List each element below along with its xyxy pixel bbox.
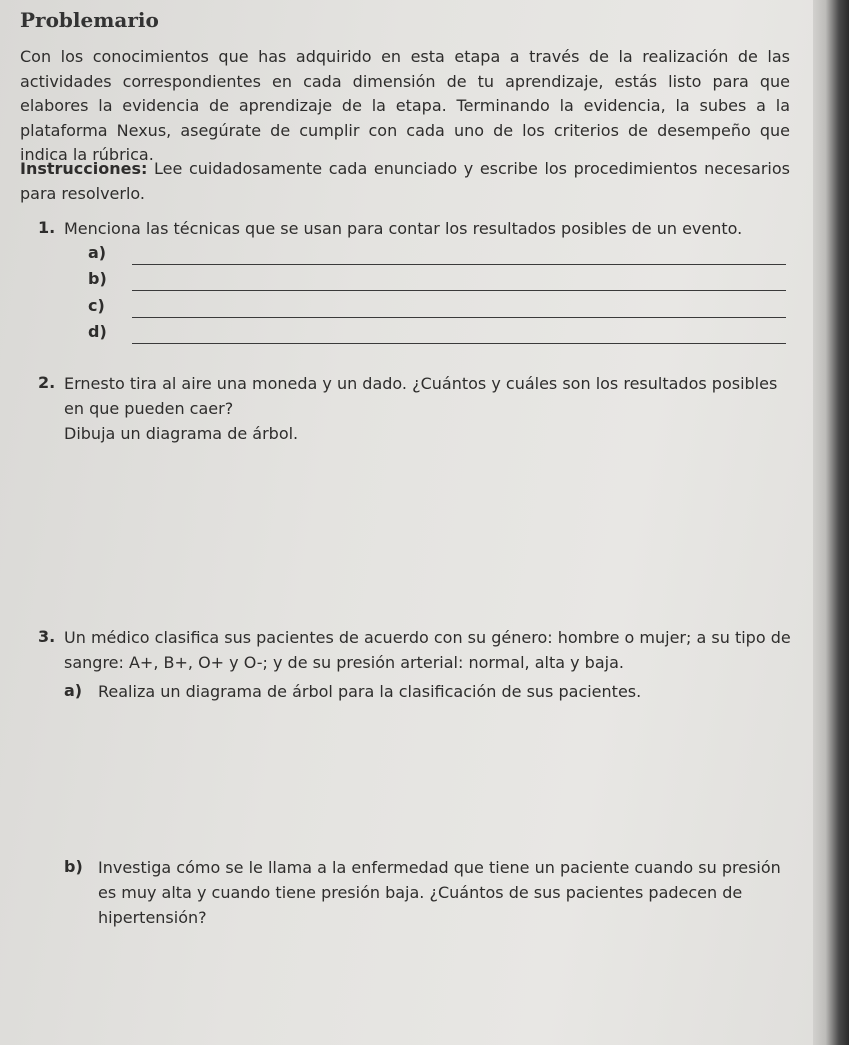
question-1-number: 1. bbox=[38, 218, 56, 237]
answer-label-b: b) bbox=[88, 269, 107, 288]
question-3b-answer-area[interactable] bbox=[98, 940, 788, 1030]
question-2-number: 2. bbox=[38, 373, 56, 392]
answer-row-b[interactable] bbox=[86, 269, 786, 295]
instructions-label: Instrucciones: bbox=[20, 159, 148, 178]
question-1-text: Menciona las técnicas que se usan para contar los resultados posibles de un evento. bbox=[64, 219, 743, 238]
answer-line-a[interactable] bbox=[132, 264, 786, 265]
answer-line-d[interactable] bbox=[132, 343, 786, 344]
question-3a-text: Realiza un diagrama de árbol para la clasificación de sus pacientes. bbox=[98, 682, 642, 701]
answer-label-d: d) bbox=[88, 322, 107, 341]
answer-line-c[interactable] bbox=[132, 317, 786, 318]
question-3a-label: a) bbox=[64, 681, 83, 700]
answer-label-c: c) bbox=[88, 296, 105, 315]
question-3b-label: b) bbox=[64, 857, 83, 876]
question-3b-text: Investiga cómo se le llama a la enfermedad que tiene un paciente cuando su presión es muy alta y cuando tiene presión baja. ¿Cuántos de sus pacientes padecen de hipertensión? bbox=[98, 858, 781, 927]
question-3-text: Un médico clasifica sus pacientes de acuerdo con su género: hombre o mujer; a su tipo de sangre: A+, B+, O+ y O-; y de su presión arterial: normal, alta y baja. bbox=[64, 628, 791, 672]
book-spine-shadow bbox=[813, 0, 849, 1045]
page-title: Problemario bbox=[20, 8, 159, 32]
instructions-text: Lee cuidadosamente cada enunciado y escribe los procedimientos necesarios para resolverlo. bbox=[20, 159, 790, 203]
answer-row-d[interactable] bbox=[86, 322, 786, 348]
instructions bbox=[20, 156, 790, 206]
answer-row-a[interactable] bbox=[86, 243, 786, 269]
question-3-number: 3. bbox=[38, 627, 56, 646]
intro-paragraph: Con los conocimientos que has adquirido en esta etapa a través de la realización de las actividades correspondientes en cada dimensión de tu aprendizaje, estás listo para que elabores la evidencia de aprendizaje de la etapa. Terminando la evidencia, la subes a la plataforma Nexus, asegúrate de cumplir con cada uno de los criterios de desempeño que indica la rúbrica. bbox=[20, 47, 790, 164]
answer-label-a: a) bbox=[88, 243, 107, 262]
answer-line-b[interactable] bbox=[132, 290, 786, 291]
question-2-subtext: Dibuja un diagrama de árbol. bbox=[64, 424, 299, 443]
question-2-drawing-area[interactable] bbox=[64, 450, 784, 610]
answer-row-c[interactable] bbox=[86, 296, 786, 322]
question-3a-drawing-area[interactable] bbox=[98, 710, 788, 850]
question-2-text: Ernesto tira al aire una moneda y un dado. ¿Cuántos y cuáles son los resultados posibles en que pueden caer? bbox=[64, 374, 778, 418]
